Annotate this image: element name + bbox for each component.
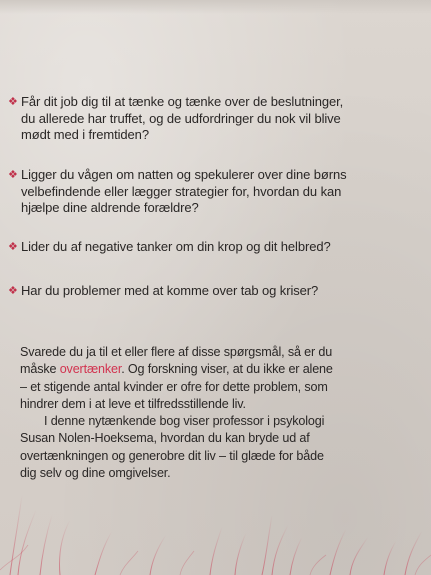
blurb-line: hindrer dem i at leve et tilfredsstillende liv. xyxy=(20,396,246,411)
blurb-line: Svarede du ja til et eller flere af disse spørgsmål, så er du xyxy=(20,345,333,359)
blurb-line: I denne nytænkende bog viser professor i psykologi xyxy=(44,414,325,429)
blurb-line: Susan Nolen-Hoeksema, hvordan du kan bryde ud af xyxy=(20,431,310,446)
question-line: Lider du af negative tanker om din krop og dit helbred? xyxy=(21,239,331,254)
diamond-bullet-icon: ❖ xyxy=(8,96,18,108)
question-line: Har du problemer med at komme over tab og kriser? xyxy=(21,283,319,298)
blurb-line: overtænkningen og generobre dit liv – til glæde for både xyxy=(20,448,324,463)
question-item xyxy=(8,167,346,217)
question-line: du allerede har truffet, og de udfordringer du nok vil blive xyxy=(21,110,341,126)
question-item xyxy=(8,283,318,300)
pink-brushstroke-decoration xyxy=(0,465,431,575)
question-line: Får dit job dig til at tænke og tænke over de beslutninger, xyxy=(21,94,344,109)
question-item xyxy=(8,239,331,256)
cover-top-edge xyxy=(0,0,431,14)
blurb-text xyxy=(20,344,420,482)
blurb-line: måske xyxy=(20,362,60,377)
highlight-word: overtænker xyxy=(59,362,122,377)
question-line: hjælpe dine aldrende forældre? xyxy=(21,200,199,215)
blurb-line: – et stigende antal kvinder er ofre for dette problem, som xyxy=(20,379,328,394)
question-line: velbefindende eller lægger strategier for, hvordan du kan xyxy=(21,183,342,199)
blurb-line: dig selv og dine omgivelser. xyxy=(20,466,171,481)
question-item xyxy=(8,94,343,144)
question-line: Ligger du vågen om natten og spekulerer over dine børns xyxy=(21,167,347,182)
diamond-bullet-icon: ❖ xyxy=(8,285,18,297)
question-line: mødt med i fremtiden? xyxy=(21,127,149,142)
diamond-bullet-icon: ❖ xyxy=(8,169,18,181)
diamond-bullet-icon: ❖ xyxy=(8,241,18,253)
blurb-line: . Og forskning viser, at du ikke er alene xyxy=(121,362,333,377)
blurb-paragraph xyxy=(20,344,420,413)
